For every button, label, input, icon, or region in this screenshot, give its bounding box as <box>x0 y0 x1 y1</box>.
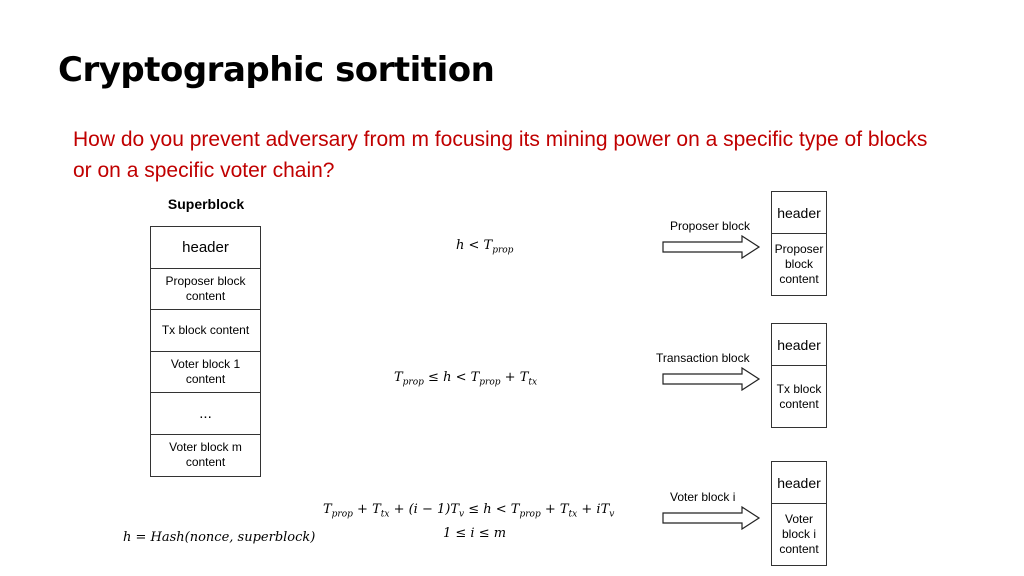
voter-block-content: Voter block i content <box>779 512 819 556</box>
voter-cond-e: + (i − 1)T <box>389 502 460 517</box>
transaction-block <box>771 323 827 428</box>
arrow-voter-icon <box>662 506 762 530</box>
tx-cond-f: tx <box>528 377 538 388</box>
proposer-cond-lhs: h < T <box>456 238 493 253</box>
proposer-block <box>771 191 827 296</box>
voter-cond-h: prop <box>519 509 541 520</box>
arrow-transaction-icon <box>662 367 762 391</box>
proposer-block-content: Proposer block content <box>774 242 824 286</box>
voter-cond-j: tx <box>568 509 578 520</box>
tx-cond-a: T <box>394 370 403 385</box>
superblock-table <box>150 226 261 477</box>
arrow-label-transaction: Transaction block <box>656 351 750 365</box>
voter-cond-f: v <box>459 509 465 520</box>
transaction-condition <box>394 370 537 388</box>
proposer-cond-sub: prop <box>492 245 514 256</box>
superblock-row-tx: Tx block content <box>151 310 260 352</box>
arrow-label-voter: Voter block i <box>670 490 736 504</box>
voter-cond-a: T <box>323 502 332 517</box>
voter-block-header: header <box>772 462 826 504</box>
tx-cond-e: + T <box>500 370 529 385</box>
superblock-label: Superblock <box>167 196 245 212</box>
voter-condition <box>323 502 614 520</box>
proposer-block-header: header <box>772 192 826 234</box>
question-text: How do you prevent adversary from m focusing its mining power on a specific type of blocks or on a specific voter chain? <box>73 128 928 182</box>
voter-range: 1 ≤ i ≤ m <box>443 526 507 541</box>
superblock-row-header: header <box>151 227 260 269</box>
transaction-block-content: Tx block content <box>776 381 822 411</box>
arrow-proposer-icon <box>662 235 762 259</box>
voter-cond-l: v <box>609 509 615 520</box>
tx-cond-d: prop <box>479 377 501 388</box>
tx-cond-b: prop <box>402 377 424 388</box>
proposer-condition <box>456 238 513 256</box>
tx-cond-c: ≤ h < T <box>423 370 480 385</box>
voter-cond-i: + T <box>540 502 569 517</box>
superblock-row-voter-m: Voter block m content <box>169 440 242 470</box>
voter-cond-c: + T <box>352 502 381 517</box>
voter-block <box>771 461 827 566</box>
voter-cond-g: ≤ h < T <box>464 502 520 517</box>
hash-formula: h = Hash(nonce, superblock) <box>123 530 316 545</box>
voter-cond-b: prop <box>331 509 353 520</box>
superblock-row-voter-1: Voter block 1 content <box>151 352 260 394</box>
slide-title: Cryptographic sortition <box>58 50 495 90</box>
voter-cond-k: + iT <box>577 502 610 517</box>
arrow-label-proposer: Proposer block <box>670 219 751 233</box>
superblock-row-ellipsis: ... <box>151 393 260 435</box>
voter-cond-d: tx <box>380 509 390 520</box>
superblock-row-proposer: Proposer block content <box>151 269 260 311</box>
transaction-block-header: header <box>772 324 826 366</box>
